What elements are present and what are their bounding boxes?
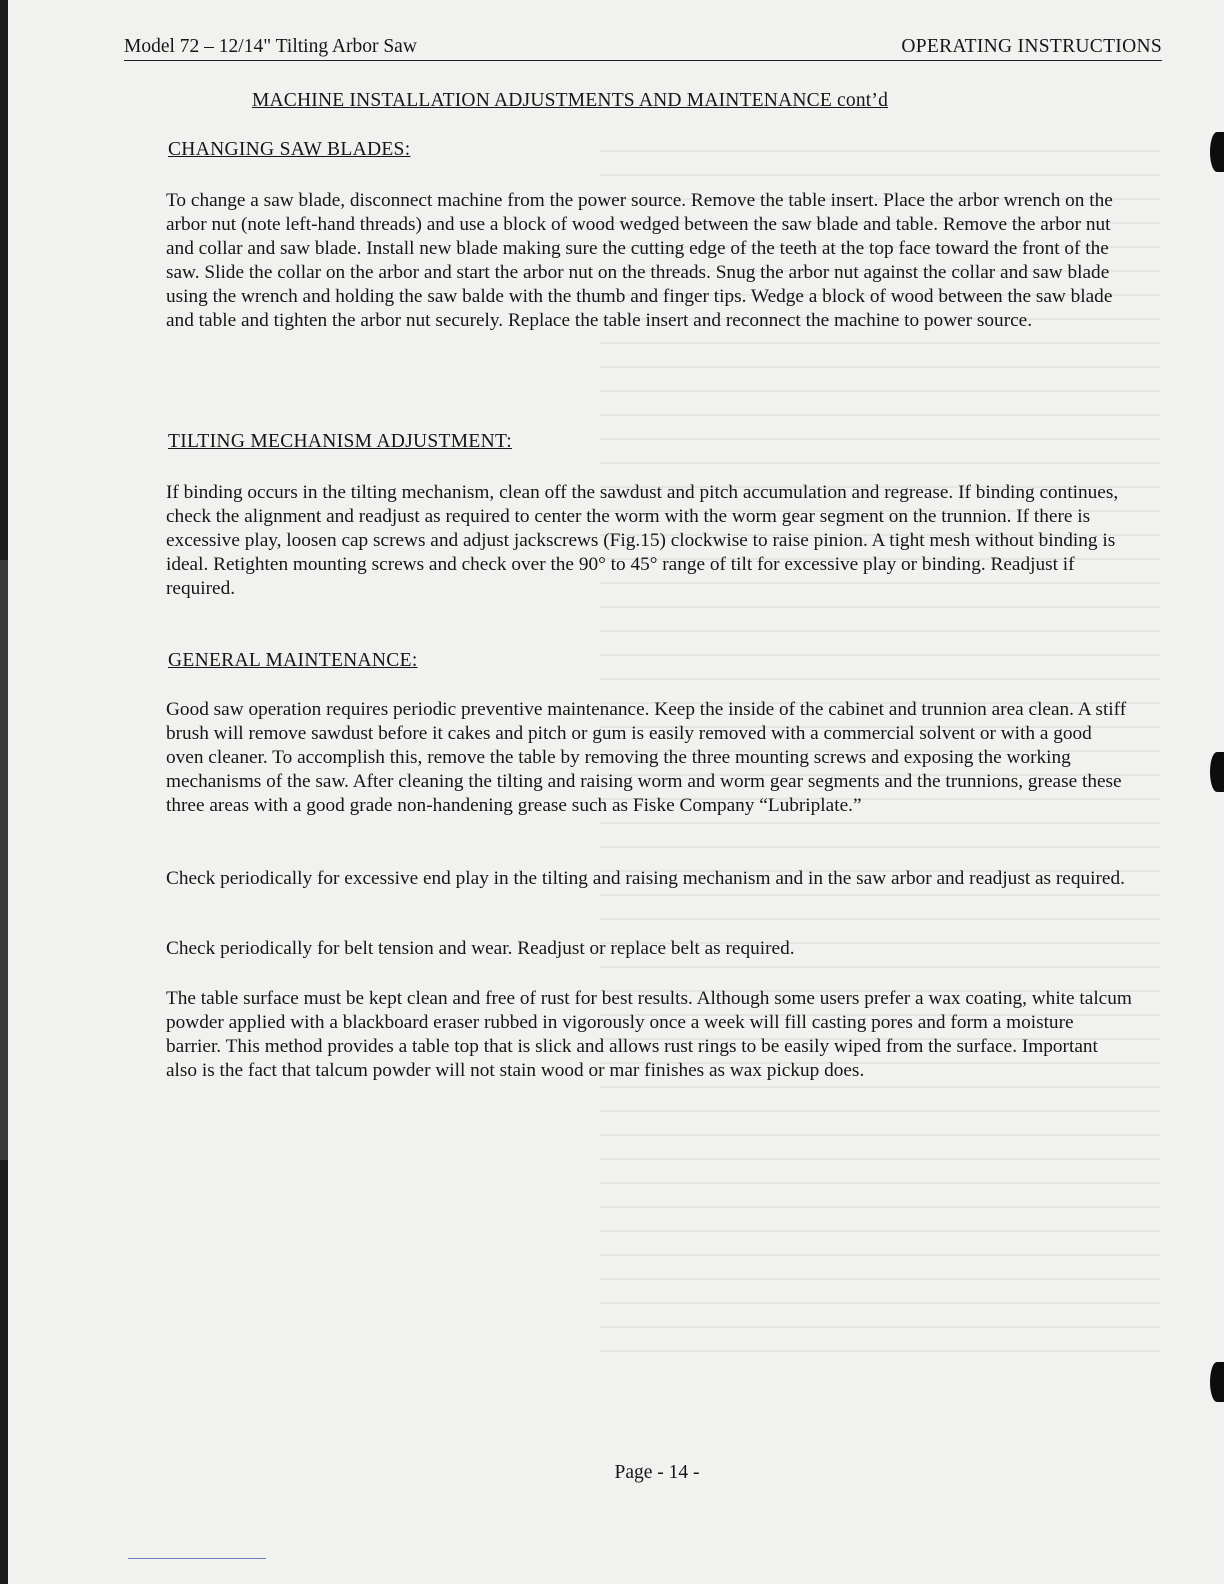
paragraph-table-surface: The table surface must be kept clean and free of rust for best results. Although some users prefer a wax coating, white talcum powder applied with a blackboard eraser rubbed in vigorously once a week will fill casting pores and form a moisture barrier. This method provides a table top that is slick and allows rust rings to be easily wiped from the surface. Important also is the fact that talcum powder will not stain wood or mar finishes as wax pickup does.	[166, 988, 1132, 1081]
header-model-title: Model 72 – 12/14" Tilting Arbor Saw	[124, 36, 417, 57]
section-heading-general-maintenance: GENERAL MAINTENANCE:	[168, 650, 418, 671]
punch-hole	[1210, 752, 1224, 792]
section-heading-changing-saw-blades: CHANGING SAW BLADES:	[168, 139, 411, 160]
punch-hole	[1210, 1362, 1224, 1402]
header-section-title: OPERATING INSTRUCTIONS	[901, 36, 1162, 57]
page-title: MACHINE INSTALLATION ADJUSTMENTS AND MAINTENANCE cont’d	[251, 90, 889, 111]
binding-edge-shadow	[0, 560, 8, 1160]
page-number: Page - 14 -	[614, 1462, 700, 1483]
paragraph-end-play-check: Check periodically for excessive end play in the tilting and raising mechanism and in the saw arbor and readjust as required.	[166, 868, 1125, 889]
paragraph-tilting-mechanism: If binding occurs in the tilting mechanism, clean off the sawdust and pitch accumulation and regrease. If binding continues, check the alignment and readjust as required to center the worm with the worm gear segment on the trunnion. If there is excessive play, loosen cap screws and adjust jackscrews (Fig.15) clockwise to raise pinion. A tight mesh without binding is ideal. Retighten mounting screws and check over the 90° to 45° range of tilt for excessive play or binding. Readjust if required.	[166, 482, 1119, 599]
scan-edge-line	[128, 1558, 266, 1559]
running-header	[124, 32, 1162, 61]
paragraph-belt-check: Check periodically for belt tension and wear. Readjust or replace belt as required.	[166, 938, 795, 959]
paragraph-changing-saw-blades: To change a saw blade, disconnect machine from the power source. Remove the table insert. Place the arbor wrench on the arbor nut (note left-hand threads) and use a block of wood wedged between the saw blade and table. Remove the arbor nut and collar and saw blade. Install new blade making sure the cutting edge of the teeth at the top face toward the front of the saw. Slide the collar on the arbor and start the arbor nut on the threads. Snug the arbor nut against the collar and saw blade using the wrench and holding the saw balde with the thumb and finger tips. Wedge a block of wood between the saw blade and table and tighten the arbor nut securely. Replace the table insert and reconnect the machine to power source.	[166, 190, 1113, 331]
punch-hole	[1210, 132, 1224, 172]
paragraph-preventive-maintenance: Good saw operation requires periodic preventive maintenance. Keep the inside of the cabinet and trunnion area clean. A stiff brush will remove sawdust before it cakes and pitch or gum is easily removed with a commercial solvent or with a good oven cleaner. To accomplish this, remove the table by removing the three mounting screws and exposing the working mechanisms of the saw. After cleaning the tilting and raising worm and worm gear segments and the trunnions, grease these three areas with a good grade non-handening grease such as Fiske Company “Lubriplate.”	[166, 699, 1127, 816]
section-heading-tilting-mechanism: TILTING MECHANISM ADJUSTMENT:	[168, 431, 512, 452]
